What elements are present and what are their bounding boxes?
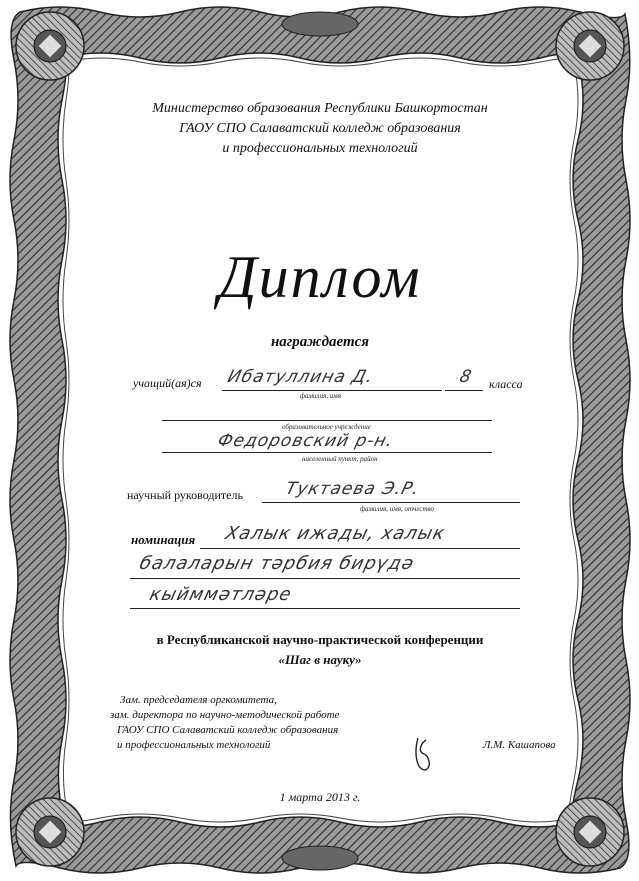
awarded-text: награждается bbox=[270, 334, 370, 350]
top-medallion bbox=[282, 12, 358, 36]
grade-line bbox=[445, 390, 483, 391]
bottom-medallion bbox=[282, 846, 358, 870]
college-line-2: и профессиональных технологий bbox=[222, 141, 418, 156]
handwritten-signature bbox=[416, 738, 429, 770]
ministry-line: Министерство образования Республики Башкортостан bbox=[152, 101, 488, 116]
diploma-title: Диплом bbox=[218, 244, 422, 310]
institution-handwritten: Федоровский р-н. bbox=[215, 431, 396, 451]
nomination-line-1 bbox=[200, 548, 520, 549]
nomination-line-2 bbox=[130, 578, 520, 579]
corner-ornament-top-right bbox=[556, 12, 624, 80]
nomination-line-3 bbox=[130, 608, 520, 609]
institution-caption: образовательное учреждение bbox=[282, 423, 371, 431]
corner-ornament-bottom-right bbox=[556, 798, 624, 866]
grade-suffix: класса bbox=[489, 377, 523, 391]
nomination-label: номинация bbox=[131, 532, 196, 547]
student-name-handwritten: Ибатуллина Д. bbox=[225, 367, 376, 387]
supervisor-label: научный руководитель bbox=[127, 488, 243, 502]
signatory-name: Л.М. Кашапова bbox=[483, 739, 556, 751]
institution-line bbox=[162, 420, 492, 421]
college-line: ГАОУ СПО Салаватский колледж образования bbox=[179, 121, 461, 136]
place-caption: населенный пункт, район bbox=[302, 455, 378, 463]
student-label: учащий(ая)ся bbox=[133, 376, 202, 390]
issue-date: 1 марта 2013 г. bbox=[279, 790, 361, 804]
conference-title: «Шаг в науку» bbox=[278, 652, 362, 667]
signatory-role-4: и профессиональных технологий bbox=[117, 739, 271, 751]
supervisor-caption: фамилия, имя, отчество bbox=[360, 505, 434, 513]
corner-ornament-bottom-left bbox=[16, 798, 84, 866]
grade-handwritten: 8 bbox=[457, 367, 475, 387]
supervisor-line bbox=[262, 502, 520, 503]
nomination-text-1: Халык ижады, халык bbox=[223, 523, 448, 544]
signatory-role-3: ГАОУ СПО Салаватский колледж образования bbox=[117, 724, 339, 736]
nomination-text-2: балаларын тәрбия бирүдә bbox=[137, 553, 417, 574]
place-line bbox=[162, 452, 492, 453]
corner-ornament-top-left bbox=[16, 12, 84, 80]
signatory-role-2: зам. директора по научно-методической работе bbox=[110, 709, 340, 721]
supervisor-handwritten: Туктаева Э.Р. bbox=[283, 479, 422, 499]
name-caption: фамилия, имя bbox=[300, 392, 341, 400]
conference-line: в Республиканской научно-практической конференции bbox=[156, 632, 484, 647]
signatory-role-1: Зам. председателя оргкомитета, bbox=[120, 694, 277, 706]
student-name-line bbox=[222, 390, 442, 391]
nomination-text-3: кыйммәтләре bbox=[147, 584, 295, 605]
